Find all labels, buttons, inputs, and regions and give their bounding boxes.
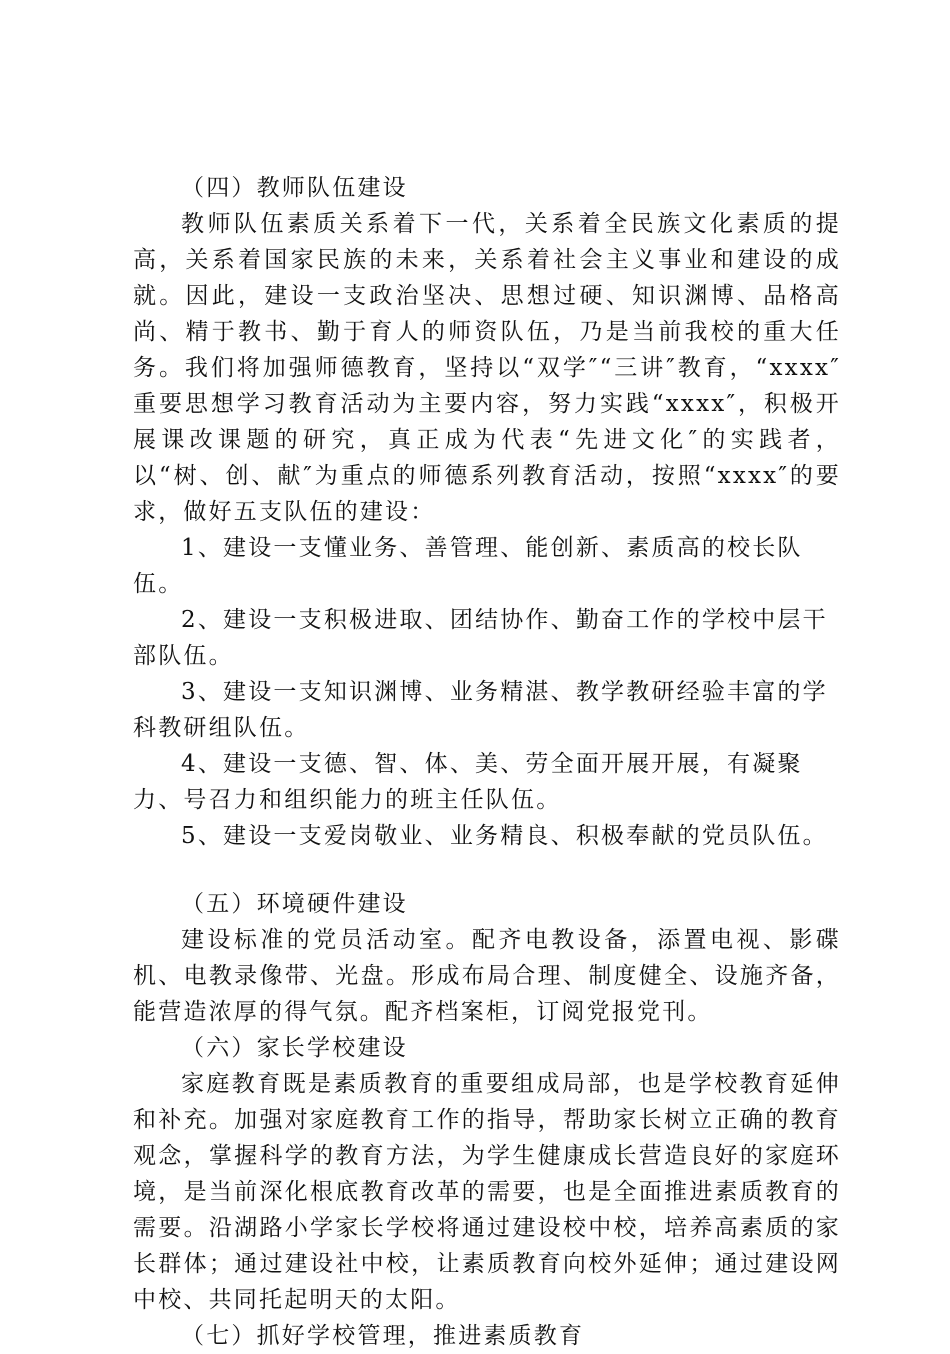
section-5-paragraph: 建设标准的党员活动室。配齐电教设备，添置电视、影碟机、电教录像带、光盘。形成布局合理、制度健全、设施齐备，能营造浓厚的得气氛。配齐档案柜，订阅党报党刊。 [133,927,841,1025]
team-item-3: 3、建设一支知识渊博、业务精湛、教学教研经验丰富的学科教研组队伍。 [133,679,828,741]
team-item-1: 1、建设一支懂业务、善管理、能创新、素质高的校长队伍。 [133,535,803,597]
section-4-paragraph: 教师队伍素质关系着下一代，关系着全民族文化素质的提高，关系着国家民族的未来，关系着社会主义事业和建设的成就。因此，建设一支政治坚决、思想过硬、知识渊博、品格高尚、精于教书、勤于育人的师资队伍，乃是当前我校的重大任务。我们将加强师德教育，坚持以“双学″“三讲″教育，“xxxx″重要思想学习教育活动为主要内容，努力实践“xxxx″，积极开展课改课题的研究，真正成为代表“先进文化″的实践者，以“树、创、献″为重点的师德系列教育活动，按照“xxxx″的要求，做好五支队伍的建设： [133,211,841,525]
section-heading-6: （六）家长学校建设 [181,1035,408,1061]
section-spacer [133,854,841,886]
section-heading-4: （四）教师队伍建设 [181,175,408,201]
team-item-2: 2、建设一支积极进取、团结协作、勤奋工作的学校中层干部队伍。 [133,607,828,669]
team-item-5: 5、建设一支爱岗敬业、业务精良、积极奉献的党员队伍。 [181,823,828,849]
document-body [133,170,841,1354]
section-6-paragraph: 家庭教育既是素质教育的重要组成局部，也是学校教育延伸和补充。加强对家庭教育工作的指导，帮助家长树立正确的教育观念，掌握科学的教育方法，为学生健康成长营造良好的家庭环境，是当前深化根底教育改革的需要，也是全面推进素质教育的需要。沿湖路小学家长学校将通过建设校中校，培养高素质的家长群体；通过建设社中校，让素质教育向校外延伸；通过建设网中校、共同托起明天的太阳。 [133,1071,841,1313]
section-heading-7: （七）抓好学校管理，推进素质教育 [181,1323,585,1349]
section-heading-5: （五）环境硬件建设 [181,891,408,917]
team-item-4: 4、建设一支德、智、体、美、劳全面开展开展，有凝聚力、号召力和组织能力的班主任队伍。 [133,751,803,813]
